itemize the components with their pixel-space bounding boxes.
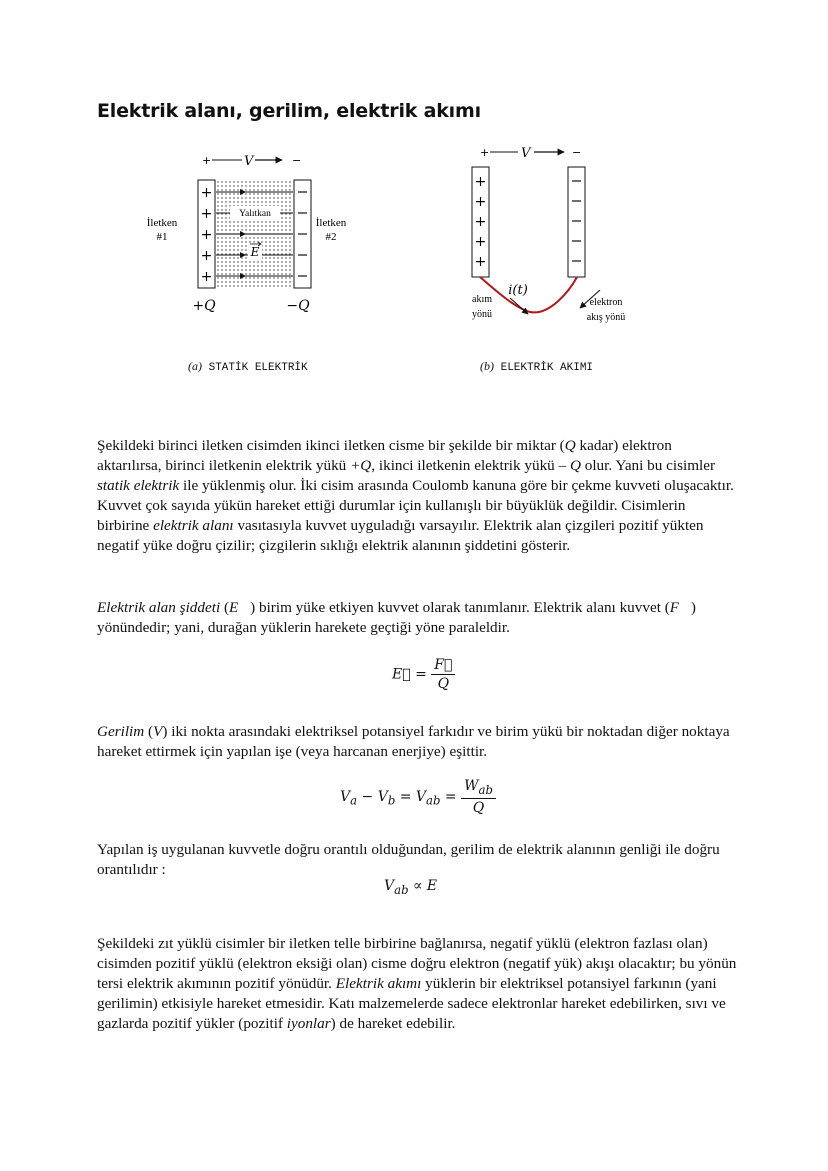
electron-flow-label-2: akış yönü [586, 312, 626, 323]
numerator: F⃗ [431, 657, 455, 675]
paragraph-proportionality: Yapılan iş uygulanan kuvvetle doğru orantılı olduğundan, gerilim de elektrik alanının genliği ile doğru orantılıdır : [97, 841, 720, 878]
text: ( [220, 599, 230, 616]
equation-voltage [340, 778, 496, 816]
conductor2-number: #2 [325, 231, 337, 243]
symbol: ∝ E [408, 878, 438, 894]
symbol: W [464, 778, 479, 794]
page-title: Elektrik alanı, gerilim, elektrik akımı [97, 100, 481, 122]
subscript: ab [426, 793, 441, 808]
caption-text: STATİK ELEKTRİK [208, 362, 308, 374]
text: ile yüklenmiş olur. İki cisim arasında Coulomb kanuna göre bir çekme kuvveti oluşacaktır. Kuvvet çok sayıda yükün hareket ettiği durumlar için kullanışlı bir büyüklük değildir. Cisimlerin birbirine [97, 477, 734, 534]
plus-sign: + [474, 194, 487, 210]
math: V [153, 723, 163, 740]
plus-sign: + [200, 185, 213, 201]
connecting-wire [480, 277, 577, 312]
text: vasıtasıyla kuvvet uyguladığı varsayılır. Elektrik alan çizgileri pozitif yükten negatif yüke doğru çizilir; çizgilerin sıklığı elektrik alanının şiddetini gösterir. [97, 517, 704, 554]
emphasis: statik elektrik [97, 477, 180, 494]
math: +Q [350, 457, 372, 474]
charge-negative: −Q [286, 298, 310, 314]
charge-positive: +Q [192, 298, 216, 314]
conductor1-label: İletken [146, 217, 178, 229]
subscript: a [350, 793, 358, 808]
denominator: Q [472, 799, 485, 816]
static-electricity-figure [140, 148, 380, 318]
current-direction-label: akım [472, 294, 492, 305]
subscript: ab [478, 782, 493, 797]
caption-text: ELEKTRİK AKIMI [500, 362, 594, 374]
subscript: b [387, 793, 396, 808]
denominator: Q [437, 676, 450, 692]
symbol: V [340, 788, 351, 805]
symbol: = [440, 788, 462, 805]
caption-letter: (a) [188, 359, 202, 373]
voltage-minus: − [572, 146, 582, 159]
plus-sign: + [200, 227, 213, 243]
text: ) de hareket edebilir. [330, 1015, 456, 1032]
voltage-label: V [244, 154, 254, 169]
text: yüklerin bir elektriksel potansiyel farkının (yani gerilimin) etkisiyle hareket etmesidir. Katı malzemelerde sadece elektronlar hareket edebilirken, sıvı ve gazlarda pozitif yükler (pozitif [97, 975, 726, 1032]
paragraph-static-electricity [97, 436, 737, 556]
text: , ikinci iletkenin elektrik yükü – [371, 457, 570, 474]
plus-sign: + [200, 269, 213, 285]
current-label: i(t) [508, 283, 528, 298]
emphasis: Elektrik akımı [335, 975, 422, 992]
text: ( [144, 723, 154, 740]
subscript: ab [394, 882, 409, 897]
conductor1-number: #1 [156, 231, 168, 243]
fraction [431, 657, 455, 692]
symbol: V [384, 878, 395, 894]
emphasis: Elektrik alan şiddeti [97, 599, 221, 616]
voltage-label: V [521, 146, 531, 161]
caption-letter: (b) [480, 359, 494, 373]
emphasis: iyonlar [286, 1015, 331, 1032]
math: Q [569, 457, 581, 474]
symbol: = V [395, 788, 427, 805]
conductor2-label: İletken [315, 217, 347, 229]
field-label: E [250, 245, 260, 259]
electric-current-figure [460, 140, 660, 330]
equation-lhs: E⃗ = [392, 666, 427, 683]
symbol: − V [357, 788, 388, 805]
text: Şekildeki birinci iletken cisimden ikinci iletken cisme bir şekilde bir miktar ( [97, 437, 565, 454]
insulator-label: Yalıtkan [239, 209, 271, 219]
math: Q [564, 437, 576, 454]
plus-sign: + [474, 254, 487, 270]
voltage-plus: + [202, 154, 212, 167]
paragraph-field-strength [97, 598, 737, 638]
text: ) iki nokta arasındaki elektriksel potansiyel farkıdır ve birim yükü bir noktadan diğer noktaya hareket ettirmek için yapılan işe (veya harcanan enerjiye) eşittir. [97, 723, 730, 760]
voltage-plus: + [480, 146, 490, 159]
equation-proportion [384, 878, 437, 897]
text: kadar) elektron aktarılırsa, birinci iletkenin elektrik yükü [97, 437, 672, 474]
paragraph-electric-current [97, 934, 737, 1034]
voltage-minus: − [292, 154, 302, 167]
equation-field [392, 657, 455, 692]
fraction [461, 778, 496, 816]
text: Şekildeki zıt yüklü cisimler bir iletken telle birbirine bağlanırsa, negatif yüklü (elektron fazlası olan) cisimden pozitif yüklü (elektron eksiği olan) cisme doğru elektron (negatif yük) akışı olacaktır; bu yönün tersi elektrik akımının pozitif yönüdür. [97, 935, 737, 992]
current-direction-label-2: yönü [472, 309, 492, 320]
math: F⃗ [669, 599, 691, 616]
emphasis: elektrik alanı [153, 517, 234, 534]
figure-a-caption [188, 359, 308, 374]
text: ) yönündedir; yani, durağan yüklerin harekete geçtiği yöne paraleldir. [97, 599, 696, 636]
plus-sign: + [200, 206, 213, 222]
text: olur. Yani bu cisimler [580, 457, 716, 474]
paragraph-voltage [97, 722, 737, 762]
plus-sign: + [474, 174, 487, 190]
emphasis: Gerilim [97, 723, 145, 740]
figure-b-caption [480, 359, 593, 374]
numerator [461, 778, 496, 799]
plus-sign: + [200, 248, 213, 264]
plus-sign: + [474, 214, 487, 230]
electron-flow-label: elektron [589, 297, 623, 308]
plus-sign: + [474, 234, 487, 250]
math: E⃗ [229, 599, 251, 616]
text: ) birim yüke etkiyen kuvvet olarak tanımlanır. Elektrik alanı kuvvet ( [250, 599, 670, 616]
